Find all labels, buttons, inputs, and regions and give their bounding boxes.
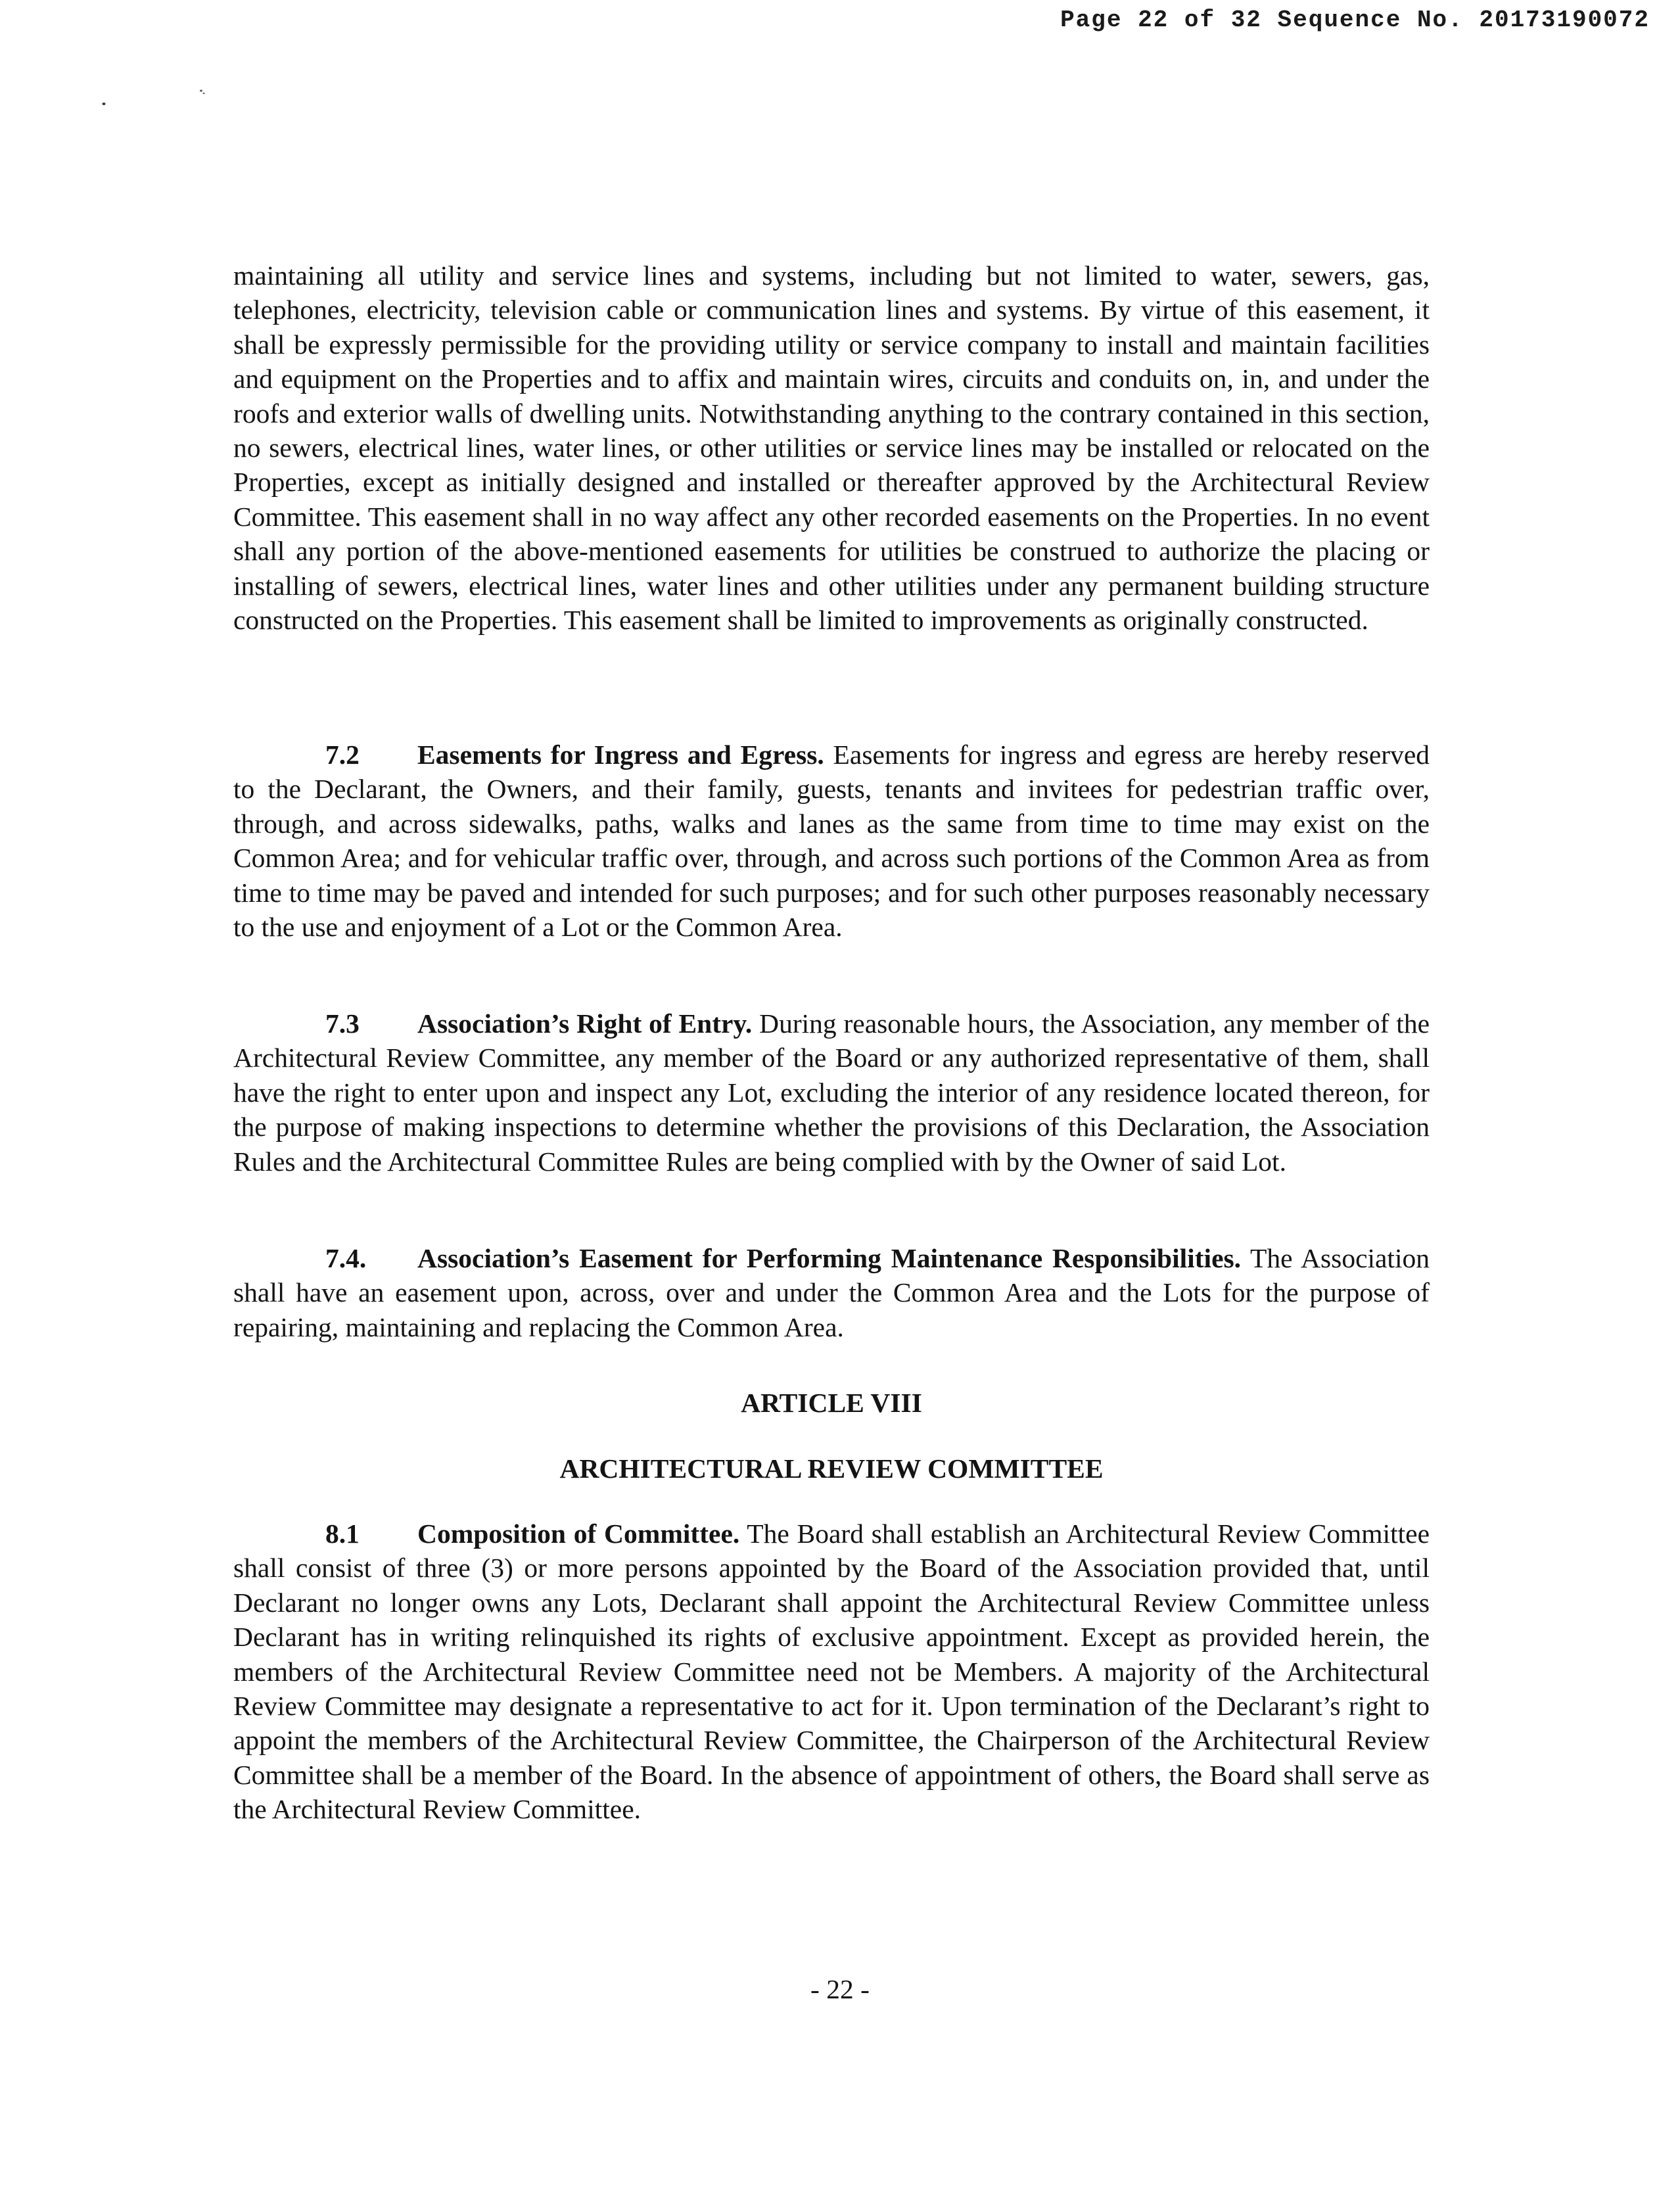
section-number: 7.2 [325, 740, 360, 770]
section-number: 7.4. [325, 1243, 367, 1273]
section-number: 7.3 [325, 1008, 360, 1039]
section-7-4 [233, 1241, 1430, 1344]
section-7-3 [233, 1006, 1430, 1179]
section-text: Easements for ingress and egress are hereby reserved to the Declarant, the Owners, and their family, guests, tenants and invitees for pedestrian traffic over, through, and across sidewalks, paths, walks and lanes as the same from time to time may exist on the Common Area; and for vehicular traffic over, through, and across such portions of the Common Area as from time to time may be paved and intended for such purposes; and for such other purposes reasonably necessary to the use and enjoyment of a Lot or the Common Area. [233, 740, 1430, 943]
article-title: ARCHITECTURAL REVIEW COMMITTEE [559, 1453, 1104, 1484]
section-title: Composition of Committee. [417, 1518, 740, 1549]
section-7-2 [233, 738, 1430, 944]
section-title: Association’s Easement for Performing Maintenance Responsibilities. [417, 1243, 1242, 1273]
section-text: During reasonable hours, the Association, any member of the Architectural Review Committee, any member of the Board or any authorized representative of them, shall have the right to enter upon and inspect any Lot, excluding the interior of any residence located thereon, for the purpose of making inspections to determine whether the provisions of this Declaration, the Association Rules and the Architectural Committee Rules are being complied with by the Owner of said Lot. [233, 1008, 1430, 1177]
scan-specks [99, 85, 230, 112]
page-sequence-header: Page 22 of 32 Sequence No. 20173190072 [1060, 7, 1650, 34]
article-heading: ARTICLE VIII [741, 1388, 922, 1418]
section-text: The Board shall establish an Architectural Review Committee shall consist of three (3) or more persons appointed by the Board of the Association provided that, until Declarant no longer owns any Lots, Declarant shall appoint the Architectural Review Committee unless Declarant has in writing relinquished its rights of exclusive appointment. Except as provided herein, the members of the Architectural Review Committee need not be Members. A majority of the Architectural Review Committee may designate a representative to act for it. Upon termination of the Declarant’s right to appoint the members of the Architectural Review Committee, the Chairperson of the Architectural Review Committee shall be a member of the Board. In the absence of appointment of others, the Board shall serve as the Architectural Review Committee. [233, 1518, 1430, 1825]
section-title: Easements for Ingress and Egress. [417, 740, 824, 770]
section-number: 8.1 [325, 1518, 360, 1549]
section-8-1 [233, 1517, 1430, 1827]
section-text: The Association shall have an easement upon, across, over and under the Common Area and the Lots for the purpose of repairing, maintaining and replacing the Common Area. [233, 1243, 1430, 1342]
continued-paragraph: maintaining all utility and service lines and systems, including but not limited to water, sewers, gas, telephones, electricity, television cable or communication lines and systems. By virtue of this easement, it shall be expressly permissible for the providing utility or service company to install and maintain facilities and equipment on the Properties and to affix and maintain wires, circuits and conduits on, in, and under the roofs and exterior walls of dwelling units. Notwithstanding anything to the contrary contained in this section, no sewers, electrical lines, water lines, or other utilities or service lines may be installed or relocated on the Properties, except as initially designed and installed or thereafter approved by the Architectural Review Committee. This easement shall in no way affect any other recorded easements on the Properties. In no event shall any portion of the above-mentioned easements for utilities be construed to authorize the placing or installing of sewers, electrical lines, water lines and other utilities under any permanent building structure constructed on the Properties. This easement shall be limited to improvements as originally constructed. [233, 260, 1430, 636]
page-number-footer: - 22 - [810, 1974, 870, 2004]
section-title: Association’s Right of Entry. [417, 1008, 753, 1039]
